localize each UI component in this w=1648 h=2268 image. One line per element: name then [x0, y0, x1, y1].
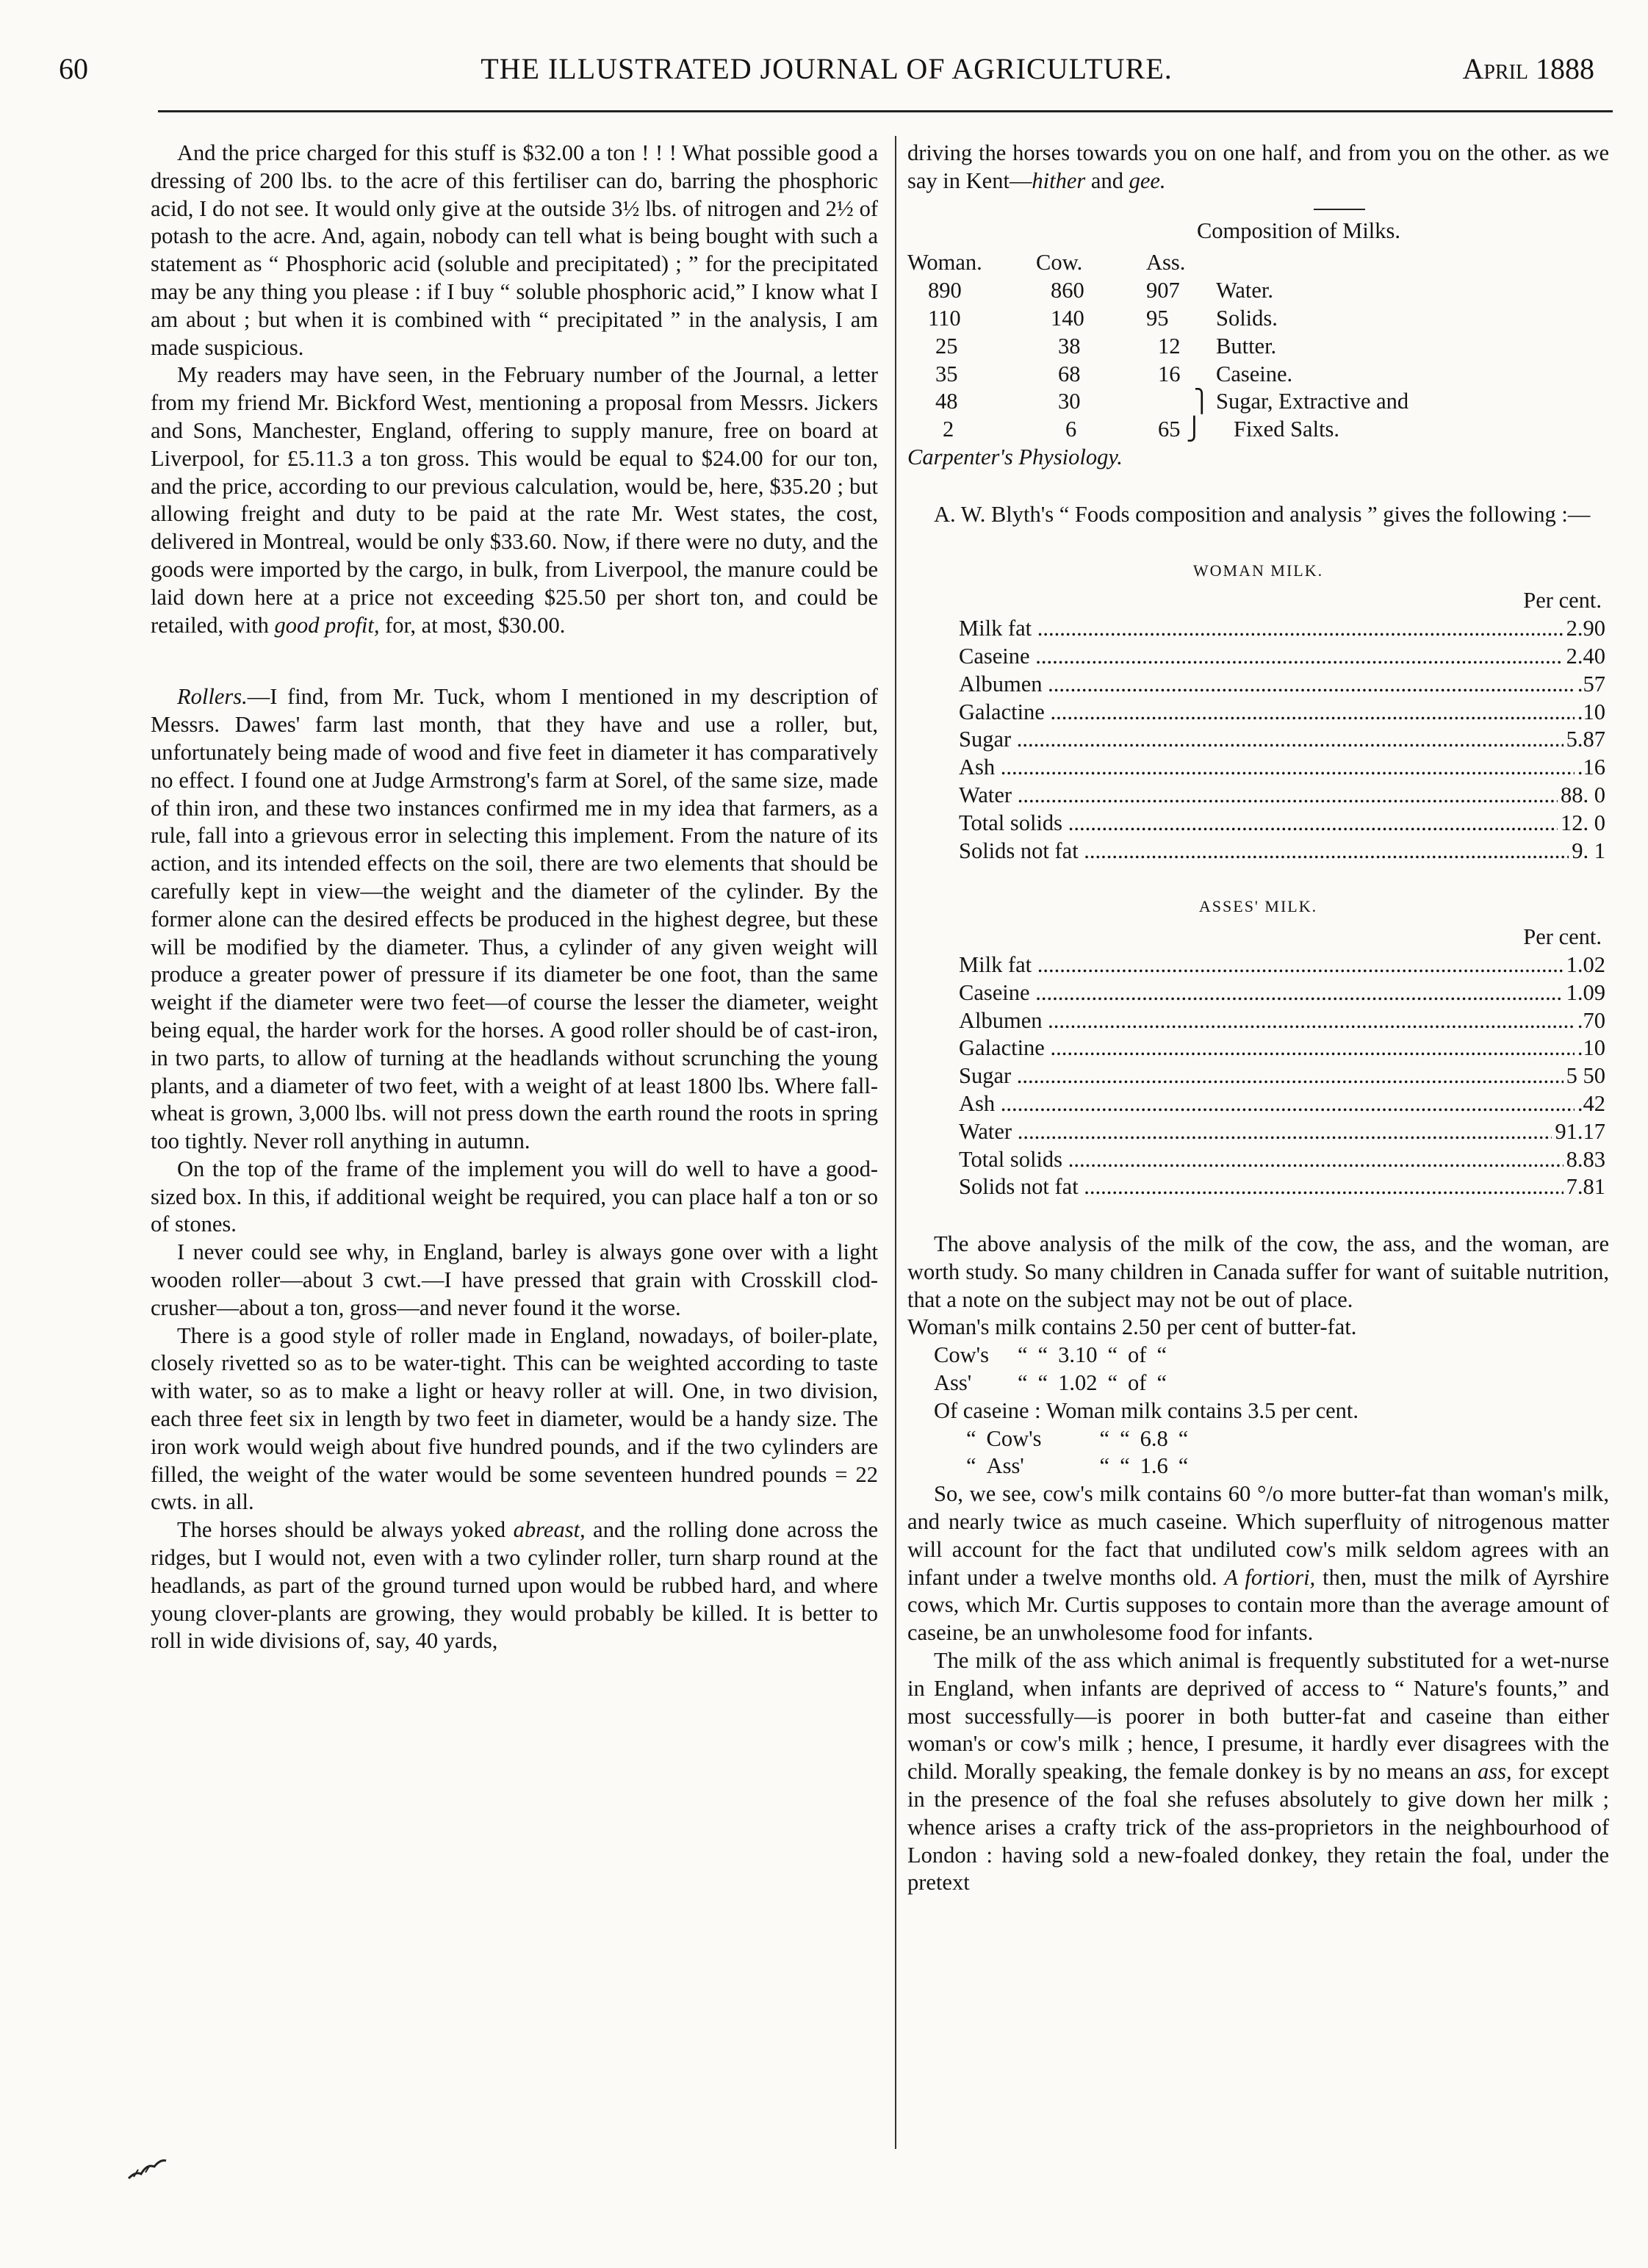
paragraph-horses-abreast: The horses should be always yoked abreast, and the rolling done across the ridges, but I would not, even with a two cylinder roller, turn sharp round at the headlands, as part of the ground turned upon would be rubbed hard, and where young clover-plants are growing, they would probably be killed. It is better to roll in wide divisions of, say, 40 yards, — [151, 1517, 879, 1654]
table-row: Milk fat ..... 2.90 — [959, 615, 1605, 643]
paragraph-ass-milk: The milk of the ass which animal is frequently substituted for a wet-nurse in England, when infants are deprived of access to “ Nature's founts,” and most successfully—is poorer in both butter-fat and caseine than either woman's or cow's milk ; hence, I presume, it hardly ever disagrees with the child. Morally speaking, the female donkey is by no means an ass, for except in the presence of the foal she refuses absolutely to give down her milk ; whence arises a crafty trick of the ass-proprietors in the neighbourhood of London : having sold a new-foaled donkey, they retain the foal, under the pretext — [907, 1648, 1610, 1896]
brace-top-icon: ⎫ — [1193, 389, 1210, 414]
composition-source: Carpenter's Physiology. — [907, 444, 1123, 469]
composition-table — [907, 249, 1408, 444]
asses-milk-unit: Per cent. — [1523, 924, 1602, 950]
table-row: 25 38 12 Butter. — [935, 333, 1277, 359]
header-rule — [158, 110, 1613, 112]
issue-date: April 1888 — [1462, 52, 1594, 85]
right-column — [907, 140, 1609, 1897]
table-row: Solids not fat ..... 9. 1 — [959, 838, 1605, 865]
paragraph-bickford-west: My readers may have seen, in the February number of the Journal, a letter from my friend Mr. Bickford West, mentioning a proposal from Messrs. Jickers and Sons, Manchester, England, offering to supply manure, free on board at Liverpool, for £5.11.3 a ton gross. This would be equal to $24.00 for our ton, and the price, according to our previous calculation, would be, here, $35.20 ; but allowing freight and duty to be paid at the rate Mr. West states, the cost, delivered in Montreal, would be only $33.60. Now, if there were no duty, and the goods were imported by the cargo, in bulk, from Liverpool, the manure could be laid down here at a price not exceeding $25.50 per short ton, and could be retailed, with good profit, for, at most, $30.00. — [151, 362, 878, 638]
table-row: “ Ass' “ “ 1.6 “ — [966, 1453, 1189, 1479]
table-row: Water ..... 91.17 — [959, 1118, 1605, 1146]
printer-mark-icon — [125, 2156, 169, 2182]
woman-milk-unit: Per cent. — [1523, 588, 1602, 613]
woman-milk-table — [959, 615, 1605, 865]
table-row: Ash ..... .42 — [959, 1090, 1605, 1118]
paragraph-analysis-worth-study: The above analysis of the milk of the cow, the ass, and the woman, are worth study. So many children in Canada suffer for want of suitable nutrition, that a note on the subject may not be out of place. — [907, 1231, 1609, 1312]
table-row: Solids not fat ..... 7.81 — [959, 1173, 1605, 1201]
paragraph-barley: I never could see why, in England, barley is always gone over with a light wooden roller—about 3 cwt.—I have pressed that grain with Crosskill clod-crusher—about a ton, gross—and never found it the worse. — [151, 1239, 878, 1320]
paragraph-boiler-plate: There is a good style of roller made in England, nowadays, of boiler-plate, closely rivetted so as to be water-tight. This can be weighted according to taste with water, so as to make a light or heavy roller at will. One, in two division, each three feet six in length by two feet in diameter, would be a handy size. The iron work would weigh about five hundred pounds, and if the two cylinders are filled, the weight of the water would be some seventeen hundred pounds = 22 cwts. in all. — [151, 1322, 878, 1515]
table-row: Caseine ..... 2.40 — [959, 643, 1605, 671]
table-row: Total solids ..... 8.83 — [959, 1146, 1605, 1174]
column-divider — [895, 136, 896, 2149]
paragraph-blyth-intro: A. W. Blyth's “ Foods composition and analysis ” gives the following :— — [934, 501, 1591, 527]
caseine-line: Of caseine : Woman milk contains 3.5 per cent. — [934, 1397, 1359, 1423]
table-row: Albumen ..... .57 — [959, 671, 1605, 699]
table-row: 35 68 16 Caseine. — [935, 361, 1293, 386]
table-row: Milk fat ..... 1.02 — [959, 951, 1605, 979]
page-number: 60 — [59, 52, 88, 85]
composition-header-row: Woman. Cow. Ass. — [907, 250, 1186, 276]
caseine-table — [966, 1425, 1198, 1481]
table-row: Sugar ..... 5.87 — [959, 726, 1605, 754]
section-gap — [907, 1201, 1609, 1231]
table-row: 48 30 ⎫ Sugar, Extractive and — [935, 389, 1409, 414]
paragraph-fertiliser-price: And the price charged for this stuff is $32.00 a ton ! ! ! What possible good a dressing of 200 lbs. to the acre of this fertiliser can do, barring the phosphoric acid, I do not see. It would only give at the outside 3½ lbs. of nitrogen and 2½ of potash to the acre. And, again, nobody can tell what is being bought with such a statement as “ Phosphoric acid (soluble and precipitated) ; ” for the precipitated may be any thing you please : if I buy “ soluble phosphoric acid,” I know what I am about ; but when it is combined with “ precipitated ” in the analysis, I am made suspicious. — [151, 140, 878, 360]
paragraph-roller-box: On the top of the frame of the implement you will do well to have a good-sized box. In this, if additional weight be required, you can place half a ton or so of stones. — [151, 1156, 878, 1237]
short-rule — [1314, 209, 1365, 210]
composition-title: Composition of Milks. — [1196, 217, 1401, 243]
journal-title: THE ILLUSTRATED JOURNAL OF AGRICULTURE. — [481, 52, 1173, 85]
paragraph-rollers: Rollers.—I find, from Mr. Tuck, whom I mentioned in my description of Messrs. Dawes' farm last month, that they have and use a roller, but, unfortunately being made of wood and five feet in diameter it has comparatively no effect. I found one at Judge Armstrong's farm at Sorel, of the same size, made of thin iron, and these two instances confirmed me in my idea that farmers, as a rule, fall into a grievous error in selecting this implement. From the nature of its action, and its intended effects on the soil, there are two elements that should be carefully kept in view—the weight and the diameter of the cylinder. By the former alone can the desired effects be produced in the highest degree, but these will be modified by the diameter. Thus, a cylinder of any given weight will produce a greater power of pressure if its diameter be one foot, than the same weight if the diameter were two feet—of course the lesser the diameter, weight being equal, the harder work for the horses. A good roller should be of cast-iron, in two parts, to allow of turning at the headlands without scrunching the young plants, and a diameter of two feet, with a weight of at least 1800 lbs. Where fall-wheat is grown, 3,000 lbs. will not press down the earth round the roots in spring too tightly. Never roll anything in autumn. — [151, 684, 878, 1154]
left-column — [151, 140, 878, 1655]
page-header — [59, 46, 1594, 90]
table-row: 110 140 95 Solids. — [928, 305, 1278, 331]
table-row: “ Cow's “ “ 6.8 “ — [966, 1425, 1189, 1451]
table-row: Sugar ..... 5 50 — [959, 1062, 1605, 1090]
table-row: 2 6 65 ⎭ Fixed Salts. — [943, 417, 1340, 442]
table-row: 890 860 907 Water. — [928, 278, 1273, 303]
table-row: Ash ..... .16 — [959, 754, 1605, 782]
table-row: Ass' “ “ 1.02 “ of “ — [934, 1370, 1167, 1396]
section-gap — [151, 639, 878, 683]
table-row: Caseine ..... 1.09 — [959, 979, 1605, 1007]
asses-milk-table — [959, 951, 1605, 1201]
table-row: Galactine ..... .10 — [959, 1034, 1605, 1062]
butterfat-table — [934, 1342, 1177, 1397]
section-gap — [907, 472, 1609, 501]
table-row: Galactine ..... .10 — [959, 699, 1605, 727]
table-row: Water ..... 88. 0 — [959, 782, 1605, 810]
butterfat-line: Woman's milk contains 2.50 per cent of butter-fat. — [907, 1314, 1357, 1340]
rollers-heading: Rollers. — [177, 684, 248, 710]
table-row: Cow's “ “ 3.10 “ of “ — [934, 1342, 1167, 1368]
brace-bottom-icon: ⎭ — [1186, 417, 1203, 442]
paragraph-so-we-see: So, we see, cow's milk contains 60 °/o more butter-fat than woman's milk, and nearly twice as much caseine. Which superfluity of nitrogenous matter will account for the fact that undiluted cow's milk seldom agrees with an infant under a twelve months old. A fortiori, then, must the milk of Ayrshire cows, which Mr. Curtis supposes to contain more than the average amount of caseine, be an unwholesome food for infants. — [907, 1481, 1610, 1646]
paragraph-rolling-direction: driving the horses towards you on one half, and from you on the other. as we say in Kent—hither and gee. — [907, 140, 1609, 193]
table-row: Albumen ..... .70 — [959, 1007, 1605, 1035]
asses-milk-heading: ASSES' MILK. — [1198, 897, 1318, 916]
table-row: Total solids ..... 12. 0 — [959, 810, 1605, 838]
woman-milk-heading: WOMAN MILK. — [1192, 561, 1324, 580]
